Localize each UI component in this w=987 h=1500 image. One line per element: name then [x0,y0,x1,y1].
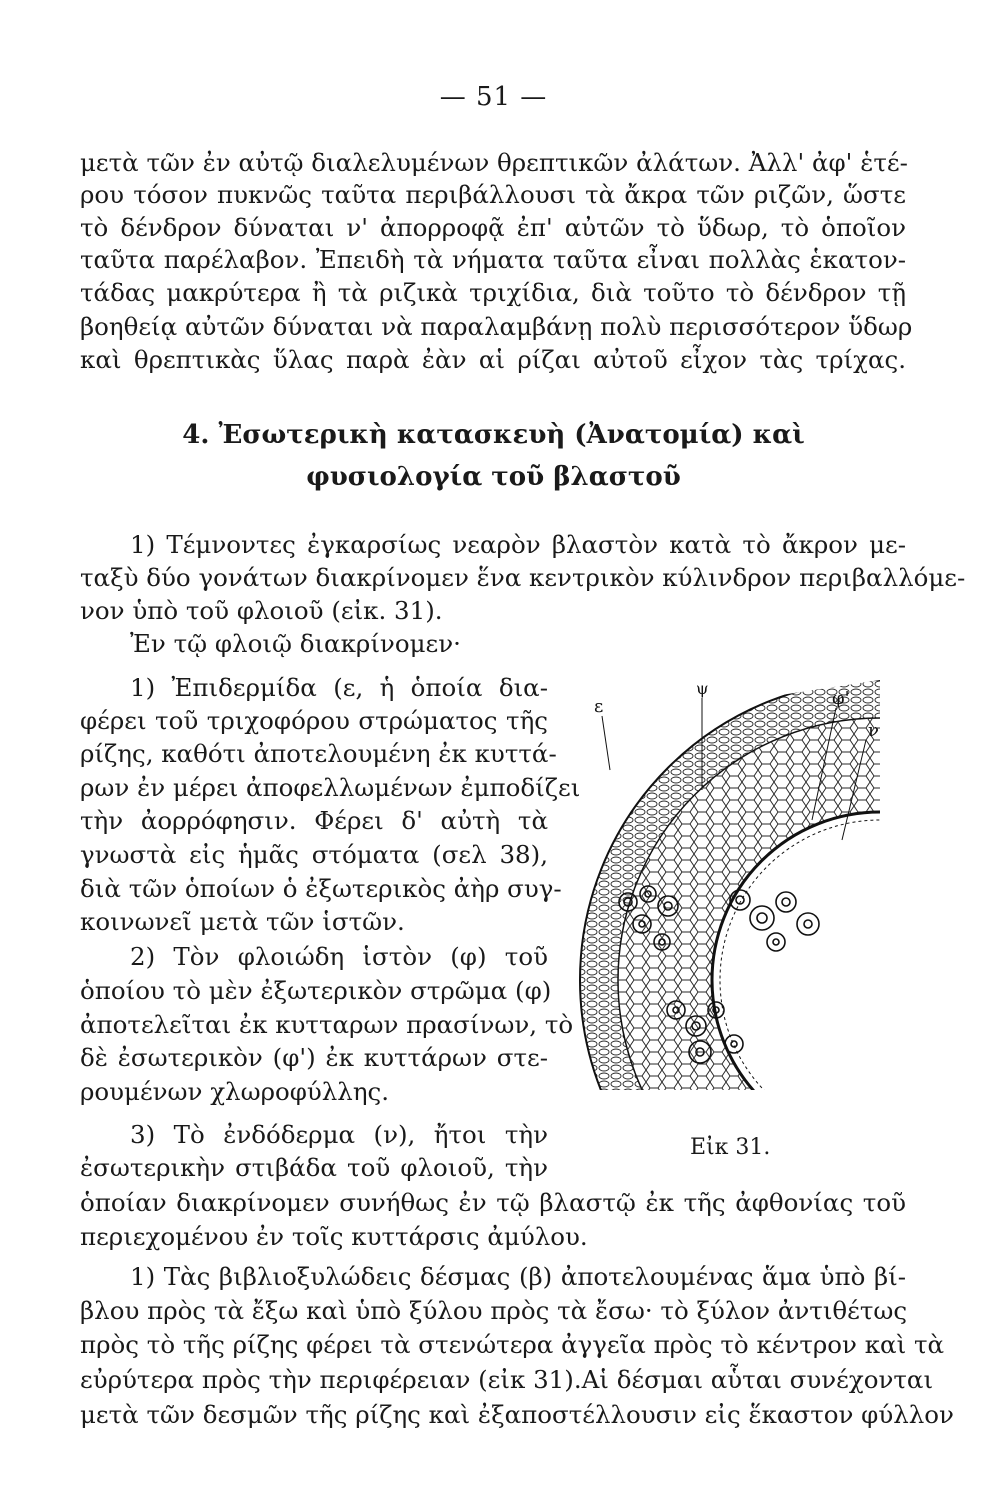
text-line: ὁποίαν διακρίνομεν συνήθως ἐν τῷ βλαστῷ ἐκ τῆς ἀφθονίας τοῦ [80,1188,906,1217]
text-line: 1) Τὰς βιβλιοξυλώδεις δέσμας (β) ἀποτελουμένας ἅμα ὑπὸ βί- [130,1262,906,1291]
text-line: μετὰ τῶν ἐν αὐτῷ διαλελυμένων θρεπτικῶν ἀλάτων. Ἀλλ' ἀφ' ἑτέ- [80,148,908,177]
text-line: 2) Τὸν φλοιώδη ἱστὸν (φ) τοῦ [130,942,548,971]
text-line: πρὸς τὸ τῆς ρίζης φέρει τὰ στενώτερα ἀγγεῖα πρὸς τὸ κέντρον καὶ τὰ [80,1330,945,1359]
text-line: ἀποτελεῖται ἐκ κυτταρων πρασίνων, τὸ [80,1010,574,1039]
text-line: ταξὺ δύο γονάτων διακρίνομεν ἕνα κεντρικὸν κύλινδρον περιβαλλόμε- [80,563,966,592]
text-line: γνωστὰ εἰς ἡμᾶς στόματα (σελ 38), [80,840,548,869]
figure-label-epidermis: ε [594,696,604,717]
text-line: ρων ἐν μέρει ἀποφελλωμένων ἐμποδίζει [80,773,581,802]
page-number: — 51 — [439,82,548,112]
text-line: Ἐν τῷ φλοιῷ διακρίνομεν· [130,629,461,658]
text-line: δὲ ἐσωτερικὸν (φ') ἐκ κυττάρων στε- [80,1043,548,1072]
text-line: διὰ τῶν ὁποίων ὁ ἐξωτερικὸς ἀὴρ συγ- [80,874,562,903]
text-line: βοηθείᾳ αὐτῶν δύναται νὰ παραλαμβάνῃ πολὺ περισσότερον ὕδωρ [80,312,913,341]
text-line: 1) Τέμνοντες ἐγκαρσίως νεαρὸν βλαστὸν κατὰ τὸ ἄκρον με- [130,530,906,559]
figure-label-nu: ν [868,720,879,741]
text-line: περιεχομένου ἐν τοῖς κυττάρσις ἀμύλου. [80,1222,588,1251]
text-line: ρουμένων χλωροφύλλης. [80,1077,390,1106]
text-line: τὴν ἀορρόφησιν. Φέρει δ' αὐτὴ τὰ [80,806,548,835]
text-line: τάδας μακρύτερα ἢ τὰ ριζικὰ τριχίδια, διὰ τοῦτο τὸ δένδρον τῇ [80,278,906,307]
text-line: φέρει τοῦ τριχοφόρου στρώματος τῆς [80,706,548,735]
section-heading: φυσιολογία τοῦ βλαστοῦ [306,462,681,492]
text-line: κοινωνεῖ μετὰ τῶν ἱστῶν. [80,907,405,936]
figure-label-phi-prime: φ' [832,688,850,709]
figure-caption: Εἰκ 31. [690,1135,771,1160]
text-line: ὁποίου τὸ μὲν ἐξωτερικὸν στρῶμα (φ) [80,976,552,1005]
figure-label-psi: ψ [696,680,709,698]
text-line: ἐσωτερικὴν στιβάδα τοῦ φλοιοῦ, τὴν [80,1153,548,1182]
text-line: καὶ θρεπτικὰς ὕλας παρὰ ἐὰν αἱ ρίζαι αὐτοῦ εἶχον τὰς τρίχας. [80,345,906,374]
text-line: 3) Τὸ ἐνδόδερμα (ν), ἤτοι τὴν [130,1120,548,1149]
text-line: τὸ δένδρον δύναται ν' ἀπορροφᾷ ἐπ' αὐτῶν τὸ ὕδωρ, τὸ ὁποῖον [80,213,906,242]
stem-cross-section-figure [550,680,890,1090]
text-line: νον ὑπὸ τοῦ φλοιοῦ (εἰκ. 31). [80,596,443,625]
section-heading: 4. Ἐσωτερικὴ κατασκευὴ (Ἀνατομία) καὶ [182,420,805,450]
text-line: 1) Ἐπιδερμίδα (ε, ἡ ὁποία δια- [130,673,548,702]
text-line: μετὰ τῶν δεσμῶν τῆς ρίζης καὶ ἐξαποστέλλουσιν εἰς ἕκαστον φύλλον [80,1400,954,1429]
text-line: εὐρύτερα πρὸς τὴν περιφέρειαν (εἰκ 31).Αἱ δέσμαι αὗται συνέχονται [80,1365,934,1394]
text-line: ρίζης, καθότι ἀποτελουμένη ἐκ κυττά- [80,739,557,768]
text-line: ρου τόσον πυκνῶς ταῦτα περιβάλλουσι τὰ ἄκρα τῶν ριζῶν, ὥστε [80,180,906,209]
text-line: ταῦτα παρέλαβον. Ἐπειδὴ τὰ νήματα ταῦτα εἶναι πολλὰς ἑκατον- [80,245,906,274]
text-line: βλου πρὸς τὰ ἔξω καὶ ὑπὸ ξύλου πρὸς τὰ ἔσω· τὸ ξύλον ἀντιθέτως [80,1296,908,1325]
